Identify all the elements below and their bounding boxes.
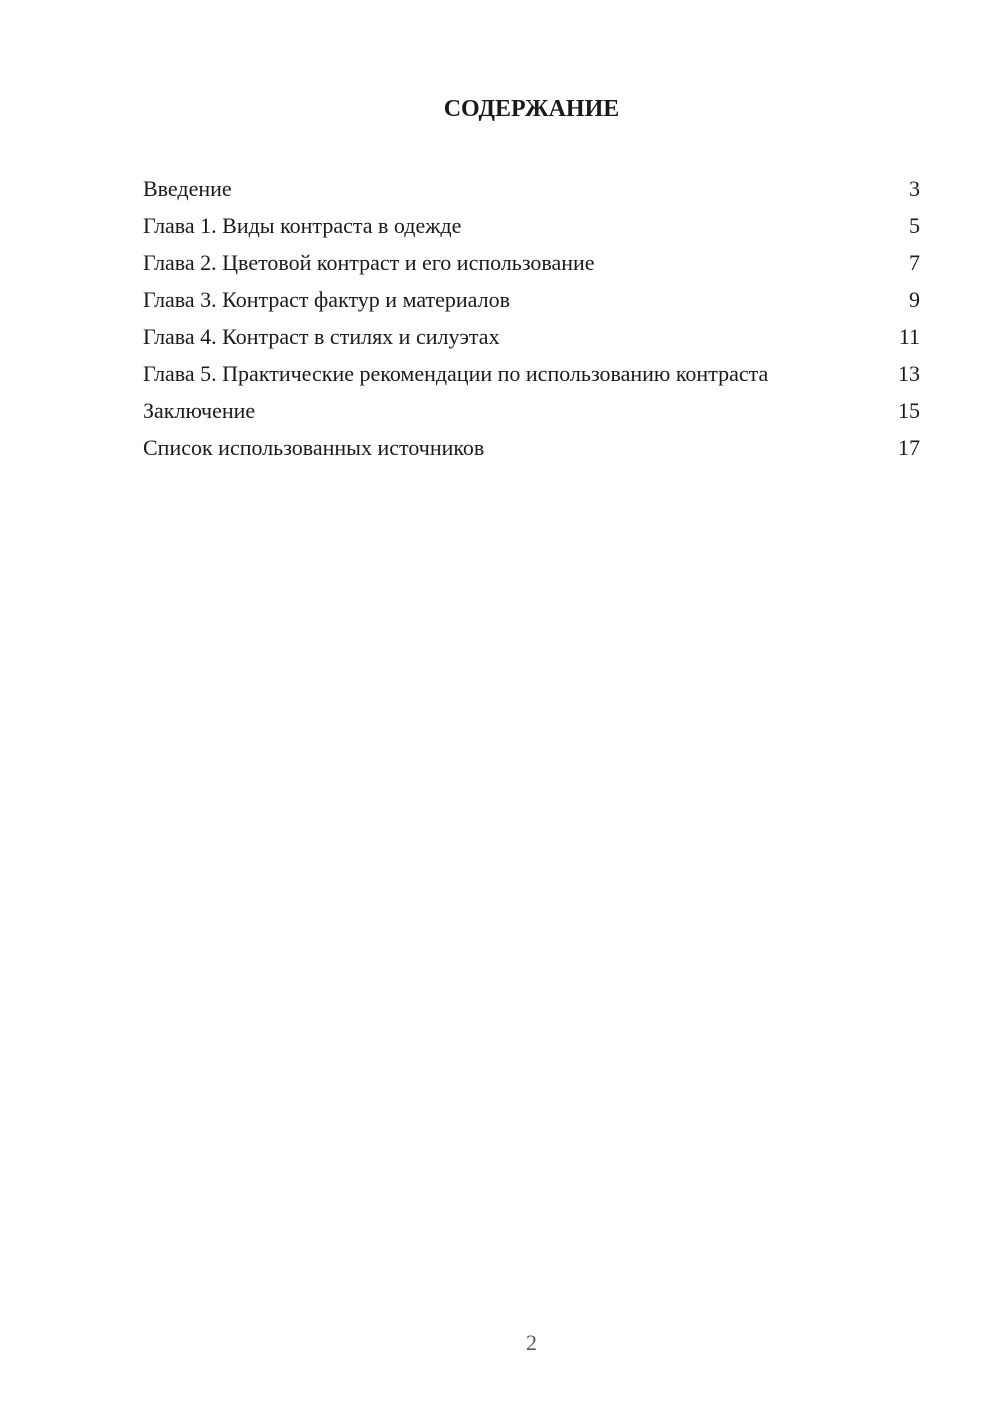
- toc-entry-label: Глава 1. Виды контраста в одежде: [143, 213, 462, 238]
- toc-entry-page-number: 3: [909, 176, 920, 201]
- toc-entry-chapter-3[interactable]: [143, 281, 920, 318]
- toc-entry-label: Глава 2. Цветовой контраст и его использование: [143, 250, 595, 275]
- toc-entry-chapter-5[interactable]: [143, 355, 920, 392]
- toc-entry-page-number: 5: [909, 213, 920, 238]
- toc-entry-page-number: 9: [909, 287, 920, 312]
- toc-entry-references[interactable]: [143, 429, 920, 466]
- toc-entry-page-number: 17: [898, 435, 920, 460]
- table-of-contents: [143, 170, 920, 466]
- toc-entry-page-number: 15: [898, 398, 920, 423]
- toc-entry-page-number: 13: [898, 361, 920, 386]
- toc-entry-label: Глава 5. Практические рекомендации по использованию контраста: [143, 361, 769, 386]
- toc-entry-chapter-2[interactable]: [143, 244, 920, 281]
- toc-entry-introduction[interactable]: [143, 170, 920, 207]
- toc-entry-label: Введение: [143, 176, 232, 201]
- toc-entry-label: Список использованных источников: [143, 435, 485, 460]
- footer-page-number: 2: [526, 1330, 537, 1355]
- toc-entry-label: Глава 4. Контраст в стилях и силуэтах: [143, 324, 500, 349]
- toc-entry-conclusion[interactable]: [143, 392, 920, 429]
- page-title: СОДЕРЖАНИЕ: [443, 96, 620, 122]
- toc-entry-chapter-4[interactable]: [143, 318, 920, 355]
- toc-entry-label: Заключение: [143, 398, 256, 423]
- toc-entry-page-number: 11: [898, 324, 920, 349]
- toc-entry-page-number: 7: [909, 250, 920, 275]
- toc-entry-chapter-1[interactable]: [143, 207, 920, 244]
- toc-entry-label: Глава 3. Контраст фактур и материалов: [143, 287, 511, 312]
